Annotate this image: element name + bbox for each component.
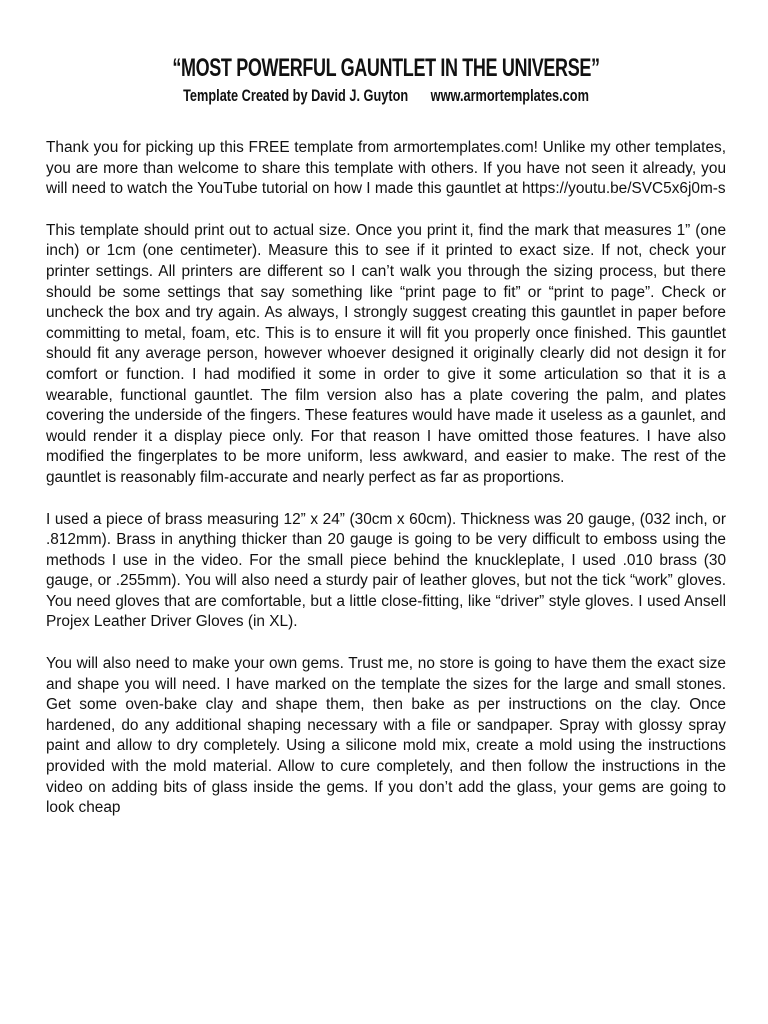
document-subtitle — [131, 84, 641, 108]
document-page — [46, 52, 726, 819]
document-title: “MOST POWERFUL GAUNTLET IN THE UNIVERSE” — [172, 54, 600, 82]
paragraph-gems: You will also need to make your own gems. Trust me, no store is going to have them the exact size and shape you will need. I have marked on the template the sizes for the large and small stones. Get some oven-bake clay and shape them, then bake as per instructions on the clay. Once hardened, do any additional shaping necessary with a file or sandpaper. Spray with glossy spray paint and allow to dry completely. Using a silicone mold mix, create a mold using the instructions provided with the mold material. Allow to cure completely, and then follow the instructions in the video on adding bits of glass inside the gems. If you don’t add the glass, your gems are going to look cheap — [46, 655, 726, 817]
body-text — [46, 138, 726, 819]
website-link[interactable]: www.armortemplates.com — [430, 86, 589, 105]
paragraph-printing: This template should print out to actual size. Once you print it, find the mark that measures 1” (one inch) or 1cm (one centimeter). Measure this to see if it printed to exact size. If not, check your printer settings. All printers are different so I can’t walk you through the sizing process, but there should be some settings that say something like “print page to fit” or “print to page”. Check or uncheck the box and try again. As always, I strongly suggest creating this gauntlet in paper before committing to metal, foam, etc. This is to ensure it will fit you properly once finished. This gauntlet should fit any average person, however whoever designed it originally clearly did not design it for comfort or function. I had modified it some in order to give it some articulation so that it is a wearable, functional gauntlet. The film version also has a plate covering the palm, and plates covering the underside of the fingers. These features would have made it useless as a gaunlet, and would render it a display piece only. For that reason I have omitted those features. I have also modified the fingerplates to be more uniform, less awkward, and easier to make. The rest of the gauntlet is reasonably film-accurate and nearly perfect as far as proportions. — [46, 221, 726, 486]
author-credit: Template Created by David J. Guyton — [183, 86, 409, 105]
paragraph-materials: I used a piece of brass measuring 12” x 24” (30cm x 60cm). Thickness was 20 gauge, (032 inch, or .812mm). Brass in anything thicker than 20 gauge is going to be very difficult to emboss using the methods I use in the video. For the small piece behind the knuckleplate, I used .010 brass (30 gauge, or .255mm). You will also need a sturdy pair of leather gloves, but not the tick “work” gloves. You need gloves that are comfortable, but a little close-fitting, like “driver” style gloves. I used Ansell Projex Leather Driver Gloves (in XL). — [46, 510, 726, 631]
paragraph-intro: Thank you for picking up this FREE template from armortemplates.com! Unlike my other templates, you are more than welcome to share this template with others. If you have not seen it already, you will need to watch the YouTube tutorial on how I made this gauntlet at https://youtu.be/SVC5x6j0m-s — [46, 139, 726, 198]
